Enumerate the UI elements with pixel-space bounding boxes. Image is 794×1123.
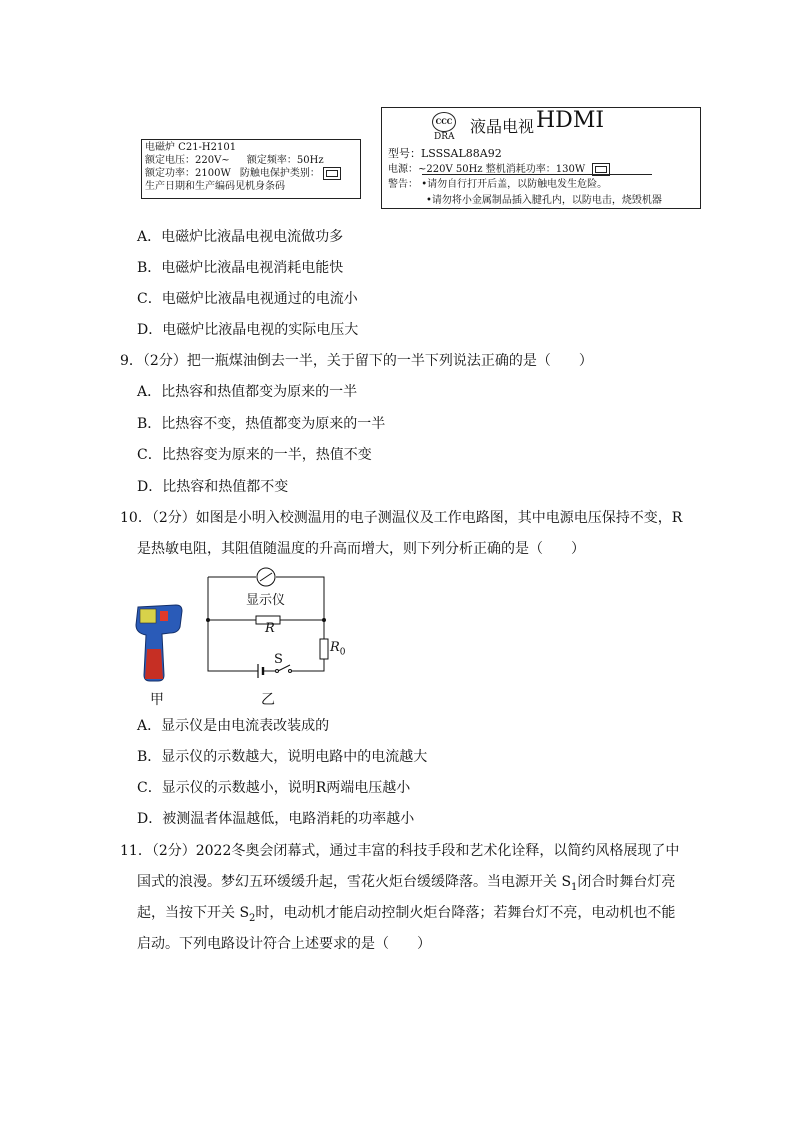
q11-stem-line3: 起，当按下开关 $S_2$时，电动机才能启动控制火炬台降落；若舞台灯不亮，电动机也不能 bbox=[137, 905, 676, 924]
q11-stem-line4: 启动。下列电路设计符合上述要求的是（ ） bbox=[137, 936, 431, 952]
tv-nameplate bbox=[381, 107, 701, 209]
q9-option-a: A．比热容和热值都变为原来的一半 bbox=[137, 384, 358, 400]
cooker-protection-class: 防触电保护类别： bbox=[239, 168, 320, 179]
ccc-logo-icon: CCC bbox=[432, 112, 456, 132]
q10-option-d: D．被测温者体温越低，电路消耗的功率越小 bbox=[137, 811, 415, 827]
q9-option-d: D．比热容和热值都不变 bbox=[137, 479, 289, 495]
r-label: R bbox=[265, 621, 275, 636]
q8-option-c: C．电磁炉比液晶电视通过的电流小 bbox=[137, 291, 358, 307]
cooker-production-note: 生产日期和生产编码见机身条码 bbox=[145, 180, 285, 192]
tv-warning-2: •请勿将小金属制品插入腱孔内，以防电击，烧毁机器 bbox=[426, 195, 662, 206]
switch-contact bbox=[289, 670, 292, 673]
cooker-nameplate bbox=[141, 139, 361, 199]
figure-label-yi: 乙 bbox=[261, 692, 275, 708]
resistor-r0 bbox=[320, 639, 328, 659]
q10-option-c: C．显示仪的示数越小，说明R两端电压越小 bbox=[137, 780, 411, 796]
s-label: S bbox=[274, 652, 283, 667]
tv-warning-label: 警告： bbox=[388, 179, 418, 190]
q10-option-b: B．显示仪的示数越大，说明电路中的电流越大 bbox=[137, 749, 428, 765]
tv-title: 液晶电视 bbox=[470, 117, 535, 136]
junction-dot bbox=[322, 618, 326, 622]
figure-label-jia: 甲 bbox=[150, 692, 164, 708]
tv-warning-1: •请勿自行打开后盖，以防触电发生危险。 bbox=[421, 179, 608, 190]
q8-option-a: A．电磁炉比液晶电视电流做功多 bbox=[137, 229, 344, 245]
q9-option-c: C．比热容变为原来的一半，热值不变 bbox=[137, 447, 372, 463]
q10-stem-line2: 是热敏电阻，其阻值随温度的升高而增大，则下列分析正确的是（ ） bbox=[137, 541, 585, 557]
double-insulation-icon bbox=[323, 167, 341, 180]
junction-dot bbox=[206, 618, 210, 622]
q9-option-b: B．比热容不变，热值都变为原来的一半 bbox=[137, 416, 386, 432]
q8-option-d: D．电磁炉比液晶电视的实际电压大 bbox=[137, 322, 359, 338]
wire bbox=[276, 577, 324, 639]
r0-label: $R_0$ bbox=[330, 640, 346, 658]
q8-option-b: B．电磁炉比液晶电视消耗电能快 bbox=[137, 260, 344, 276]
q9-stem: 9．（2分）把一瓶煤油倒去一半，关于留下的一半下列说法正确的是（ ） bbox=[120, 353, 593, 369]
thermometer-picture bbox=[130, 603, 190, 685]
wire bbox=[288, 659, 324, 671]
ccc-logo-sub: DRA bbox=[434, 132, 455, 142]
display-meter-label: 显示仪 bbox=[246, 593, 286, 608]
q11-stem-line1: 11．（2分）2022冬奥会闭幕式，通过丰富的科技手段和艺术化诠释，以简约风格展现了中 bbox=[120, 843, 680, 859]
tv-hdmi: HDMI bbox=[536, 108, 605, 133]
cooker-power: 额定功率：2100W bbox=[145, 168, 231, 179]
q10-stem-line1: 10．（2分）如图是小明入校测温用的电子测温仪及工作电路图，其中电源电压保持不变，R bbox=[120, 510, 683, 526]
cooker-voltage: 额定电压：220V~ bbox=[145, 154, 230, 166]
cooker-model: 电磁炉 C21-H2101 bbox=[145, 142, 237, 153]
tv-power: 电源：~220V 50Hz 整机消耗功率：130W bbox=[388, 164, 586, 175]
tv-model: 型号：LSSSAL88A92 bbox=[388, 147, 502, 160]
q11-stem-line2: 国式的浪漫。梦幻五环缓缓升起，雪花火炬台缓缓降落。当电源开关 $S_1$闭合时舞台灯亮 bbox=[137, 874, 676, 893]
cooker-frequency: 额定频率：50Hz bbox=[246, 154, 324, 166]
q10-option-a: A．显示仪是由电流表改装成的 bbox=[137, 718, 330, 734]
